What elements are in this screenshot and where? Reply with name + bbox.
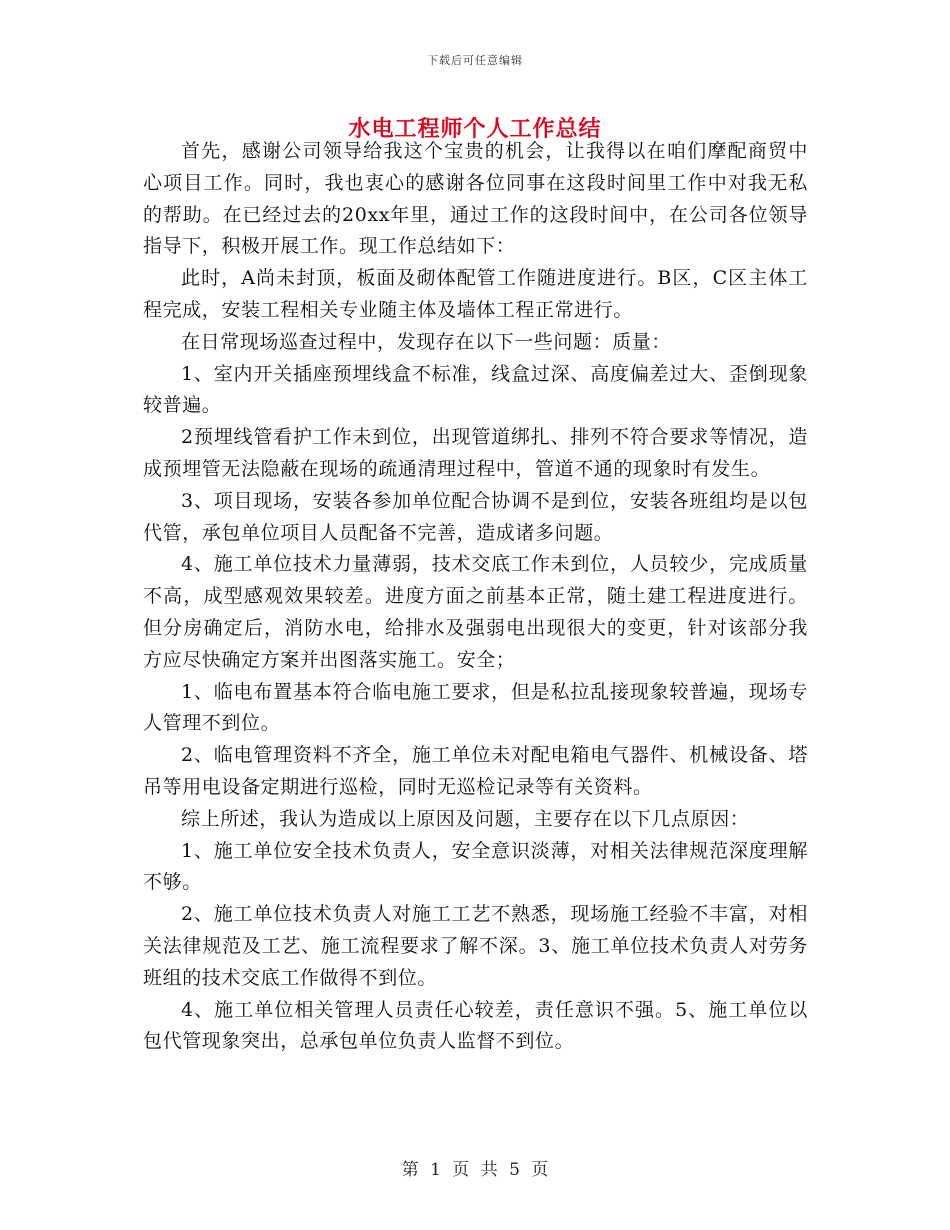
paragraph-cause-4-5: 4、施工单位相关管理人员责任心较差，责任意识不强。5、施工单位以包代管现象突出，总承包单位负责人监督不到位。: [143, 998, 808, 1053]
paragraph-safety-1: 1、临电布置基本符合临电施工要求，但是私拉乱接现象较普遍，现场专人管理不到位。: [143, 680, 808, 735]
paragraph-status: 此时，A尚未封顶，板面及砌体配管工作随进度进行。B区，C区主体工程完成，安装工程相关专业随主体及墙体工程正常进行。: [143, 267, 808, 321]
page-number: 第 1 页 共 5 页: [401, 1160, 549, 1180]
paragraph-issues-intro: 在日常现场巡查过程中，发现存在以下一些问题：质量：: [181, 330, 672, 353]
paragraph-quality-2: 2预埋线管看护工作未到位，出现管道绑扎、排列不符合要求等情况，造成预埋管无法隐蔽在现场的疏通清理过程中，管道不通的现象时有发生。: [143, 426, 808, 480]
document-title: 水电工程师个人工作总结: [348, 116, 602, 142]
paragraph-summary: 综上所述，我认为造成以上原因及问题，主要存在以下几点原因：: [181, 807, 750, 830]
paragraph-quality-1: 1、室内开关插座预埋线盒不标准，线盒过深、高度偏差过大、歪倒现象较普遍。: [143, 362, 808, 417]
paragraph-quality-3: 3、项目现场，安装各参加单位配合协调不是到位，安装各班组均是以包代管，承包单位项目人员配备不完善，造成诸多问题。: [143, 489, 808, 544]
paragraph-cause-1: 1、施工单位安全技术负责人，安全意识淡薄，对相关法律规范深度理解不够。: [143, 839, 808, 894]
document-body: [143, 136, 808, 1058]
paragraph-intro: 首先，感谢公司领导给我这个宝贵的机会，让我得以在咱们摩配商贸中心项目工作。同时，我也衷心的感谢各位同事在这段时间里工作中对我无私的帮助。在已经过去的20xx年里，通过工作的这段时间中，在公司各位领导指导下，积极开展工作。现工作总结如下：: [143, 140, 808, 258]
paragraph-quality-4: 4、施工单位技术力量薄弱，技术交底工作未到位，人员较少，完成质量不高，成型感观效果较差。进度方面之前基本正常，随土建工程进度进行。但分房确定后，消防水电，给排水及强弱电出现很大的变更，针对该部分我方应尽快确定方案并出图落实施工。安全；: [143, 553, 808, 671]
paragraph-safety-2: 2、临电管理资料不齐全，施工单位未对配电箱电气器件、机械设备、塔吊等用电设备定期进行巡检，同时无巡检记录等有关资料。: [143, 744, 808, 798]
page-header-note: 下载后可任意编辑: [427, 54, 523, 67]
paragraph-cause-2-3: 2、施工单位技术负责人对施工工艺不熟悉，现场施工经验不丰富，对相关法律规范及工艺、施工流程要求了解不深。3、施工单位技术负责人对劳务班组的技术交底工作做得不到位。: [143, 903, 808, 989]
